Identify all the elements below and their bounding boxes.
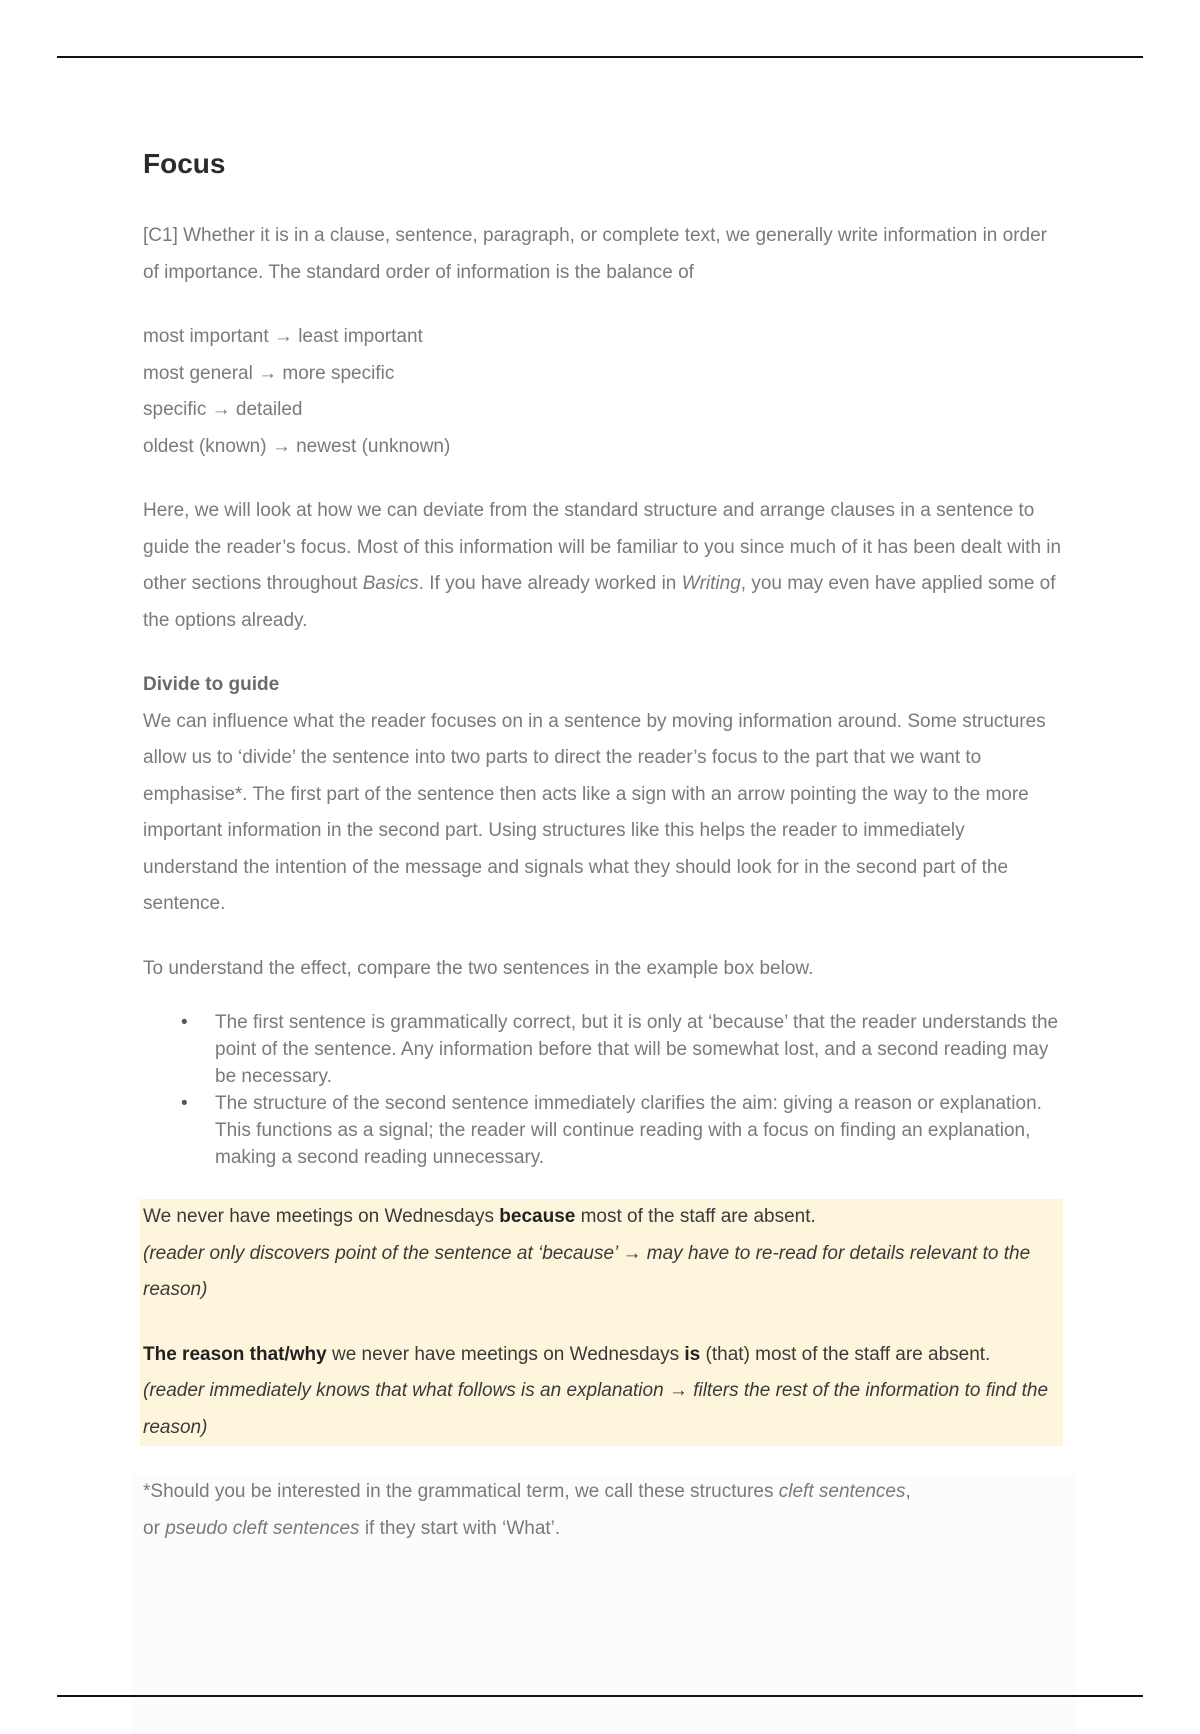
order-item: specific → detailed	[143, 399, 303, 420]
bullet-icon: •	[181, 1012, 188, 1033]
footnote-text: *Should you be interested in the grammatical term, we call these structures	[143, 1481, 779, 1502]
order-item: most general → more specific	[143, 362, 395, 384]
order-item: most important → least important	[143, 326, 423, 347]
example-1-text: We never have meetings on Wednesdays	[143, 1206, 500, 1227]
deviate-text-3: , you may even have applied some of the options already.	[143, 573, 1056, 631]
footnote-line-2	[143, 1511, 1075, 1548]
deviate-paragraph	[143, 493, 1063, 639]
compare-paragraph: To understand the effect, compare the two sentences in the example box below.	[143, 957, 814, 979]
deviate-text-1: Here, we will look at how we can deviate from the standard structure and arrange clauses in a sentence to guide the reader’s focus. Most of this information will be familiar to you since much of it has been dealt with in other sections throughout	[143, 500, 1062, 594]
deviate-text-2: . If you have already worked in	[418, 573, 682, 594]
basics-title: Basics	[362, 573, 419, 594]
footnote-comma: ,	[905, 1481, 911, 1502]
bullet-item	[181, 1009, 1063, 1090]
example-1-keyword: because	[499, 1206, 576, 1227]
footnote-term: cleft sentences	[778, 1481, 906, 1502]
example-note-1: (reader only discovers point of the sentence at ‘because’ → may have to re-read for details relevant to the reason)	[143, 1242, 1031, 1300]
bottom-rule	[57, 1695, 1143, 1697]
footnote-text-end: if they start with ‘What’.	[359, 1517, 561, 1539]
example-note-2: (reader immediately knows that what follows is an explanation → filters the rest of the information to find the reason)	[143, 1380, 1049, 1438]
example-2-keyword-is: is	[684, 1343, 701, 1365]
order-item: oldest (known) → newest (unknown)	[143, 435, 451, 457]
bullet-list	[143, 1009, 1063, 1171]
footnote-text-or: or	[143, 1517, 166, 1539]
intro-paragraph: [C1] Whether it is in a clause, sentence, paragraph, or complete text, we generally write information in order of importance. The standard order of information is the balance of	[143, 225, 1047, 283]
bullet-text: The first sentence is grammatically correct, but it is only at ‘because’ that the reader understands the point of the sentence. Any information before that will be somewhat lost, and a second reading may be necessary.	[215, 1012, 1059, 1087]
page-title: Focus	[143, 148, 226, 179]
top-rule	[57, 56, 1143, 58]
divide-paragraph: We can influence what the reader focuses on in a sentence by moving information around. Some structures allow us to ‘divide’ the sentence into two parts to direct the reader’s focus to the part that we want to emphasise*. The first part of the sentence then acts like a sign with an arrow pointing the way to the more important information in the second part. Using structures like this helps the reader to immediately understand the intention of the message and signals what they should look for in the second part of the sentence.	[143, 710, 1046, 914]
bullet-item	[181, 1090, 1063, 1171]
example-sentence-1	[143, 1199, 1063, 1236]
footnote-term-2: pseudo cleft sentences	[165, 1517, 360, 1539]
example-2-keyword: The reason that/why	[143, 1343, 327, 1365]
example-1-text-end: most of the staff are absent.	[575, 1206, 816, 1227]
order-list	[143, 319, 1063, 465]
bullet-icon: •	[181, 1093, 188, 1114]
example-2-text: we never have meetings on Wednesdays	[326, 1343, 685, 1365]
page-content	[143, 140, 1063, 1734]
example-box	[140, 1199, 1063, 1446]
example-gap	[143, 1309, 1063, 1337]
footnote-line-1	[143, 1474, 1075, 1511]
bullet-text: The structure of the second sentence immediately clarifies the aim: giving a reason or explanation. This functions as a signal; the reader will continue reading with a focus on finding an explanation, making a second reading unnecessary.	[215, 1093, 1042, 1168]
example-2-text-end: (that) most of the staff are absent.	[700, 1343, 991, 1365]
section-heading: Divide to guide	[143, 674, 280, 695]
example-sentence-2	[143, 1337, 1063, 1374]
writing-title: Writing	[681, 573, 741, 594]
